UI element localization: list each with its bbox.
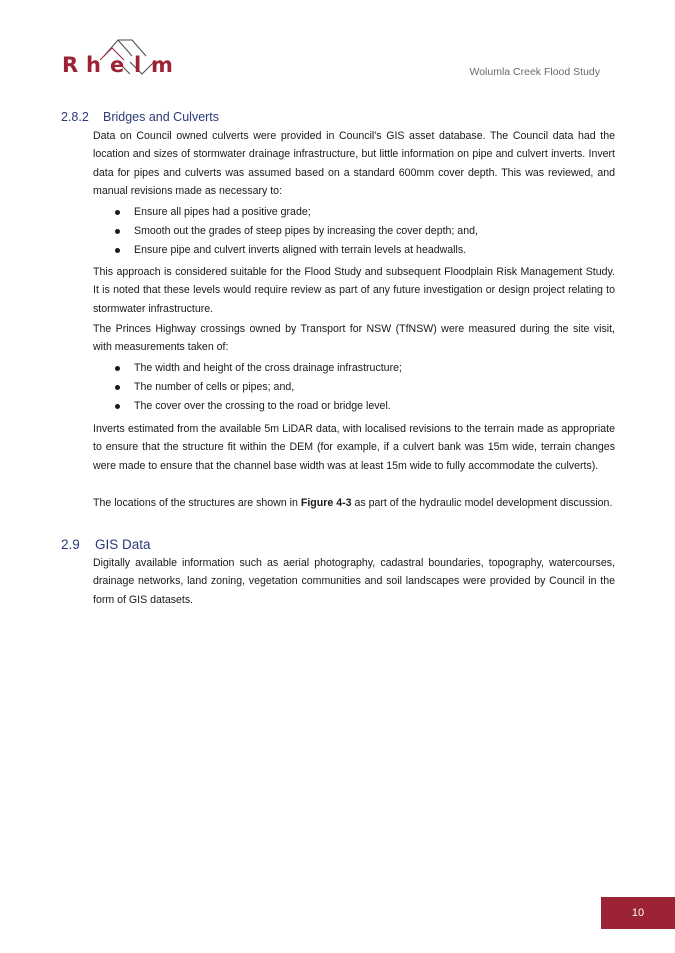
paragraph-approach: This approach is considered suitable for the Flood Study and subsequent Floodplain Risk Management Study. It is noted that these levels would require review as part of any future investigation or design project relating to stormwater infrastructure. xyxy=(93,266,615,315)
bullet-icon xyxy=(115,229,120,234)
list-item: The cover over the crossing to the road or bridge level. xyxy=(93,397,615,415)
bullet-list-measurements xyxy=(93,359,615,416)
section-title: Bridges and Culverts xyxy=(103,110,220,124)
list-item: Ensure all pipes had a positive grade; xyxy=(93,203,615,221)
bullet-icon xyxy=(115,385,120,390)
bullet-list-pipe-revisions xyxy=(93,203,615,260)
section-title: GIS Data xyxy=(95,537,151,552)
list-item: Smooth out the grades of steep pipes by increasing the cover depth; and, xyxy=(93,222,615,240)
bullet-icon xyxy=(115,248,120,253)
section-number: 2.8.2 xyxy=(61,110,89,124)
paragraph-highway-crossings: The Princes Highway crossings owned by Transport for NSW (TfNSW) were measured during the site visit, with measurements taken of: xyxy=(93,323,615,354)
section-number: 2.9 xyxy=(61,537,80,552)
paragraph-culvert-data: Data on Council owned culverts were provided in Council's GIS asset database. The Council data had the location and sizes of stormwater drainage infrastructure, but little information on pipe and culvert inverts. Invert data for pipes and culverts was assumed based on a standard 600mm cover depth. This was reviewed, and manual revisions made as necessary to: xyxy=(93,130,615,197)
list-item: Ensure pipe and culvert inverts aligned with terrain levels at headwalls. xyxy=(93,241,615,259)
paragraph-structure-locations: The locations of the structures are shown in Figure 4-3 as part of the hydraulic model development discussion. xyxy=(93,497,613,509)
logo-letter-h: h xyxy=(86,53,101,77)
document-title: Wolumla Creek Flood Study xyxy=(469,66,600,78)
paragraph-gis-data: Digitally available information such as aerial photography, cadastral boundaries, topography, watercourses, drainage networks, land zoning, vegetation communities and soil landscapes were provided by Council in the form of GIS datasets. xyxy=(93,557,615,606)
rhelm-logo xyxy=(60,36,176,82)
bullet-icon xyxy=(115,366,120,371)
logo-letter-l: l xyxy=(134,53,142,77)
paragraph-inverts: Inverts estimated from the available 5m LiDAR data, with localised revisions to the terrain made as appropriate to ensure that the structure fit within the DEM (for example, if a culvert bank was 15m wide, terrain changes were made to ensure that the channel base width was at least 15m wide to fully accommodate the culverts). xyxy=(93,423,615,472)
section-heading-2-8-2 xyxy=(61,110,219,124)
section-heading-2-9 xyxy=(61,537,151,552)
bullet-icon xyxy=(115,404,120,409)
list-item: The number of cells or pipes; and, xyxy=(93,378,615,396)
figure-reference-link[interactable]: Figure 4-3 xyxy=(300,497,352,509)
page-number-badge xyxy=(601,897,675,929)
logo-letter-e: e xyxy=(110,53,125,77)
bullet-icon xyxy=(115,210,120,215)
list-item: The width and height of the cross drainage infrastructure; xyxy=(93,359,615,377)
logo-letter-m: m xyxy=(151,53,173,77)
page-number: 10 xyxy=(631,907,645,919)
logo-letter-r: R xyxy=(62,53,79,77)
